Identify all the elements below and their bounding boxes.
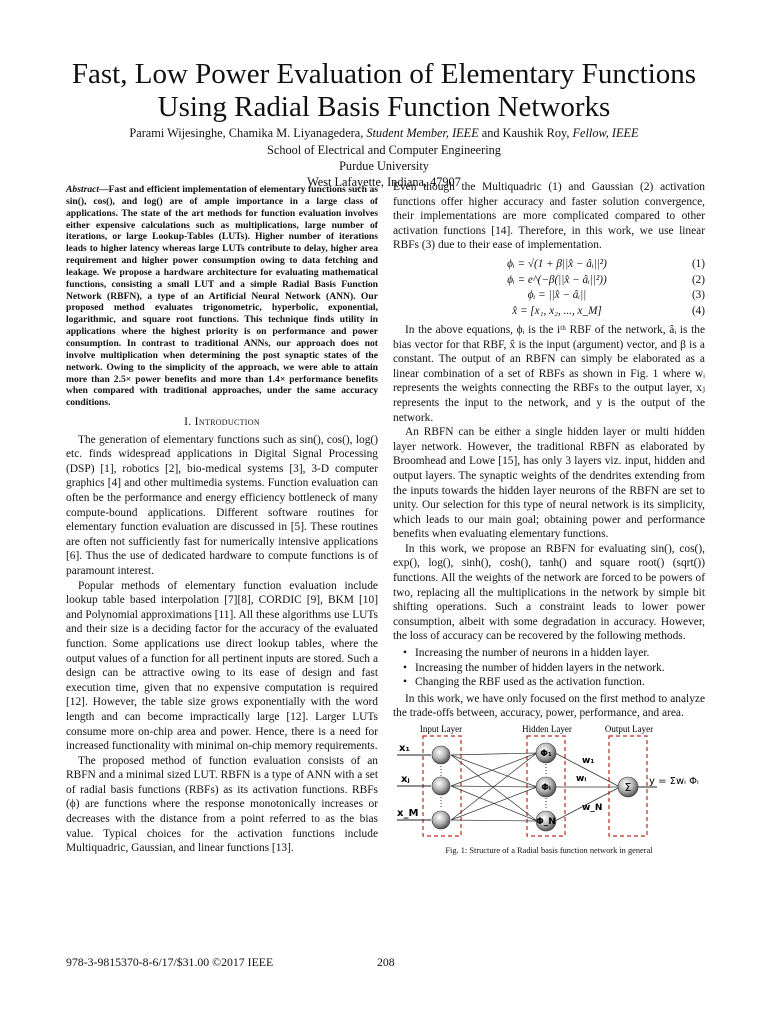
figure-caption: Fig. 1: Structure of a Radial basis function network in general	[445, 845, 653, 855]
label-phi1: Φ₁	[540, 749, 552, 759]
input-node-m	[432, 811, 450, 829]
equation-2	[393, 272, 705, 288]
intro-paragraph-3: The proposed method of function evaluation consists of an RBFN and a minimal sized LUT. RBFN is a type of ANN with a set of radial basis functions (RBFs) as its activation functions. RBFs (ϕ) are functions where the response monotonically increases or decreases with the distance from a point referred to as the bias value. Typical choices for the activation functions include Multiquadric, Gaussian, and linear functions [13].	[66, 754, 378, 855]
authors-role-2: Fellow, IEEE	[572, 126, 639, 140]
intro-paragraph-1: The generation of elementary functions such as sin(), cos(), log() etc. finds widespread applications in Digital Signal Processing (DSP) [1], robotics [2], bio-medical systems [3], 3-D computer graphics [4] and other multimedia systems. Function evaluation can often be the performance and energy efficiency bottleneck of many compute-bound applications. Different software routines for elementary function evaluation are discussed in [5]. These routines are often not sufficiently fast for numerically intensive applications [6]. Thus the use of dedicated hardware to compute functions is of paramount interest.	[66, 433, 378, 577]
intro-paragraph-2: Popular methods of elementary function evaluation include lookup table based interpolation [7][8], CORDIC [9], BKM [10] and Polynomial approximations [11]. All these algorithms use LUTs and their size is a deciding factor for the accuracy of the evaluated function. Some applications use direct lookup tables, where the output values of a function for all pertinent inputs are stored. Such a design can be attractive owing to its ease of design and fast execution time, given that no expensive computation is required [12]. However, the table size grows exponentially with the word length and can become impractically large [12]. Larger LUTs consume more on-chip area and power. Hence, there is a need for increased functionality with minimal on-chip memory requirements.	[66, 579, 378, 753]
right-paragraph-4: In this work, we propose an RBFN for evaluating sin(), cos(), exp(), log(), sinh(), cosh(), tanh() and square root() (sqrt()) functions. All the weights of the network are forced to be powers of two, replacing all the multiplications in the network by simple bit shifting operations. Such a constraint leads to lower power consumption, albeit with some degradation in accuracy. However, the loss of accuracy can be recovered by the following methods.	[393, 542, 705, 643]
label-output-layer: Output Layer	[604, 724, 654, 734]
equation-2-number: (2)	[691, 273, 705, 286]
list-item: • Increasing the number of neurons in a hidden layer.	[415, 646, 705, 661]
label-x1: x₁	[399, 743, 410, 754]
label-sigma: Σ	[624, 781, 632, 794]
abstract-label: Abstract	[66, 184, 100, 195]
authors-role-1: Student Member, IEEE	[366, 126, 479, 140]
label-input-layer: Input Layer	[419, 724, 463, 734]
title-line-1: Fast, Low Power Evaluation of Elementary Functions	[71, 58, 697, 90]
label-xj: xⱼ	[401, 774, 410, 785]
equation-2-expr: ϕᵢ = e^(−β(||x̂ − âᵢ||²))	[507, 273, 607, 286]
affil-line-1: School of Electrical and Computer Engineering	[267, 143, 501, 157]
output-equation: y = Σwᵢ Φᵢ	[649, 776, 699, 787]
label-wn: w_N	[582, 803, 603, 813]
list-item: • Changing the RBF used as the activation function.	[415, 675, 705, 690]
section-title: Introduction	[194, 415, 260, 429]
right-paragraph-3: An RBFN can be either a single hidden layer or multi hidden layer network. However, the traditional RBFN as elaborated by Broomhead and Lowe [15], has only 3 layers viz. input, hidden and output layers. The synaptic weights of the dendrites extending from the inputs towards the hidden layer neurons of the RBFN are set to unity. Our selection for this type of neural network is its simplicity, which leads to our main goal; obtaining power and performance benefits when evaluating elementary functions.	[393, 426, 705, 541]
equation-1	[393, 257, 705, 273]
label-phii: Φᵢ	[541, 783, 551, 793]
label-hidden-layer: Hidden Layer	[522, 724, 572, 734]
abstract-text: —Fast and efficient implementation of elementary functions such as sin(), cos(), and log() are of ample importance in a large class of applications. The state of the art methods for function evaluation involves either expensive calculations such as multiplications, large number of iterations, or large Lookup-Tables (LUTs). Higher number of iterations leads to higher latency whereas large LUTs contribute to delay, higher area requirement and higher power consumption owing to data fetching and leakage. We propose a hardware architecture for evaluating mathematical functions, consisting a small LUT and a simple Radial Basis Function Network (RBFN), a type of an Artificial Neural Network (ANN). Our proposed method evaluates trigonometric, hyperbolic, exponential, logarithmic, and square root functions. This technique finds utility in applications where the highest priority is on performance and power consumption. In contrast to traditional ANNs, our approach does not involve multiplication when determining the post synaptic states of the network. Owing to the simplicity of the approach, we were able to attain more than 2.5× power benefits and more than 1.4× performance benefits when compared with traditional approaches, under the same accuracy conditions.	[66, 184, 378, 409]
right-paragraph-5: In this work, we have only focused on the first method to analyze the trade-offs between, accuracy, power, performance, and area.	[393, 692, 705, 720]
equation-4-number: (4)	[691, 304, 705, 317]
left-column	[66, 184, 378, 856]
title-line-2: Using Radial Basis Function Networks	[157, 91, 611, 123]
authors-names-1: Parami Wijesinghe, Chamika M. Liyanagedera,	[129, 126, 364, 140]
equation-1-number: (1)	[691, 258, 705, 271]
abstract	[66, 184, 378, 409]
section-number: I.	[184, 415, 192, 429]
input-node-1	[432, 746, 450, 764]
equation-3-expr: ϕᵢ = ||x̂ − âᵢ||	[527, 289, 587, 302]
list-item: • Increasing the number of hidden layers in the network.	[415, 661, 705, 676]
paper-title	[0, 58, 768, 124]
label-w1: w₁	[582, 756, 595, 766]
equation-3	[393, 288, 705, 304]
method-list	[393, 646, 705, 690]
affil-line-3: West Lafayette, Indiana, 47907	[307, 175, 461, 189]
page-number: 208	[377, 955, 395, 969]
figure-rbfn	[393, 723, 705, 855]
input-node-j	[432, 777, 450, 795]
equation-1-expr: ϕᵢ = √(1 + β||x̂ − âᵢ||²)	[507, 258, 607, 271]
right-column	[393, 180, 705, 855]
equation-block	[393, 257, 705, 319]
input-hidden-connections	[451, 753, 537, 821]
right-paragraph-1: Even though the Multiquadric (1) and Gaussian (2) activation functions offer higher accuracy and faster solution convergence, their implementations are more complicated compared to other activation functions [14]. Therefore, in this work, we use linear RBFs (3) due to their ease of implementation.	[393, 181, 705, 252]
authors-names-2: and Kaushik Roy,	[481, 126, 570, 140]
section-heading-introduction	[66, 415, 378, 430]
equation-4	[393, 303, 705, 319]
label-wi: wᵢ	[576, 774, 587, 784]
equation-4-expr: x̂ = [x₁, x₂, ..., x_M]	[512, 304, 602, 317]
equation-3-number: (3)	[691, 289, 705, 302]
rbfn-diagram	[393, 723, 705, 841]
label-xm: x_M	[397, 808, 419, 819]
affil-line-2: Purdue University	[339, 159, 429, 173]
label-phin: Φ_N	[536, 817, 556, 827]
authors-line	[0, 126, 768, 141]
right-paragraph-2: In the above equations, ϕᵢ is the iᵗʰ RBF of the network, âᵢ is the bias vector for that RBF, x̂ is the input (argument) vector, and β is a constant. The output of an RBFN can simply be elaborated as a linear combination of a set of RBFs as shown in Fig. 1 where wᵢ represents the weights connecting the RBFs to the output layer, xⱼ represents the input to the network, and y is the output of the network.	[393, 323, 705, 424]
footer-copyright: 978-3-9815370-8-6/17/$31.00 ©2017 IEEE	[66, 955, 274, 969]
